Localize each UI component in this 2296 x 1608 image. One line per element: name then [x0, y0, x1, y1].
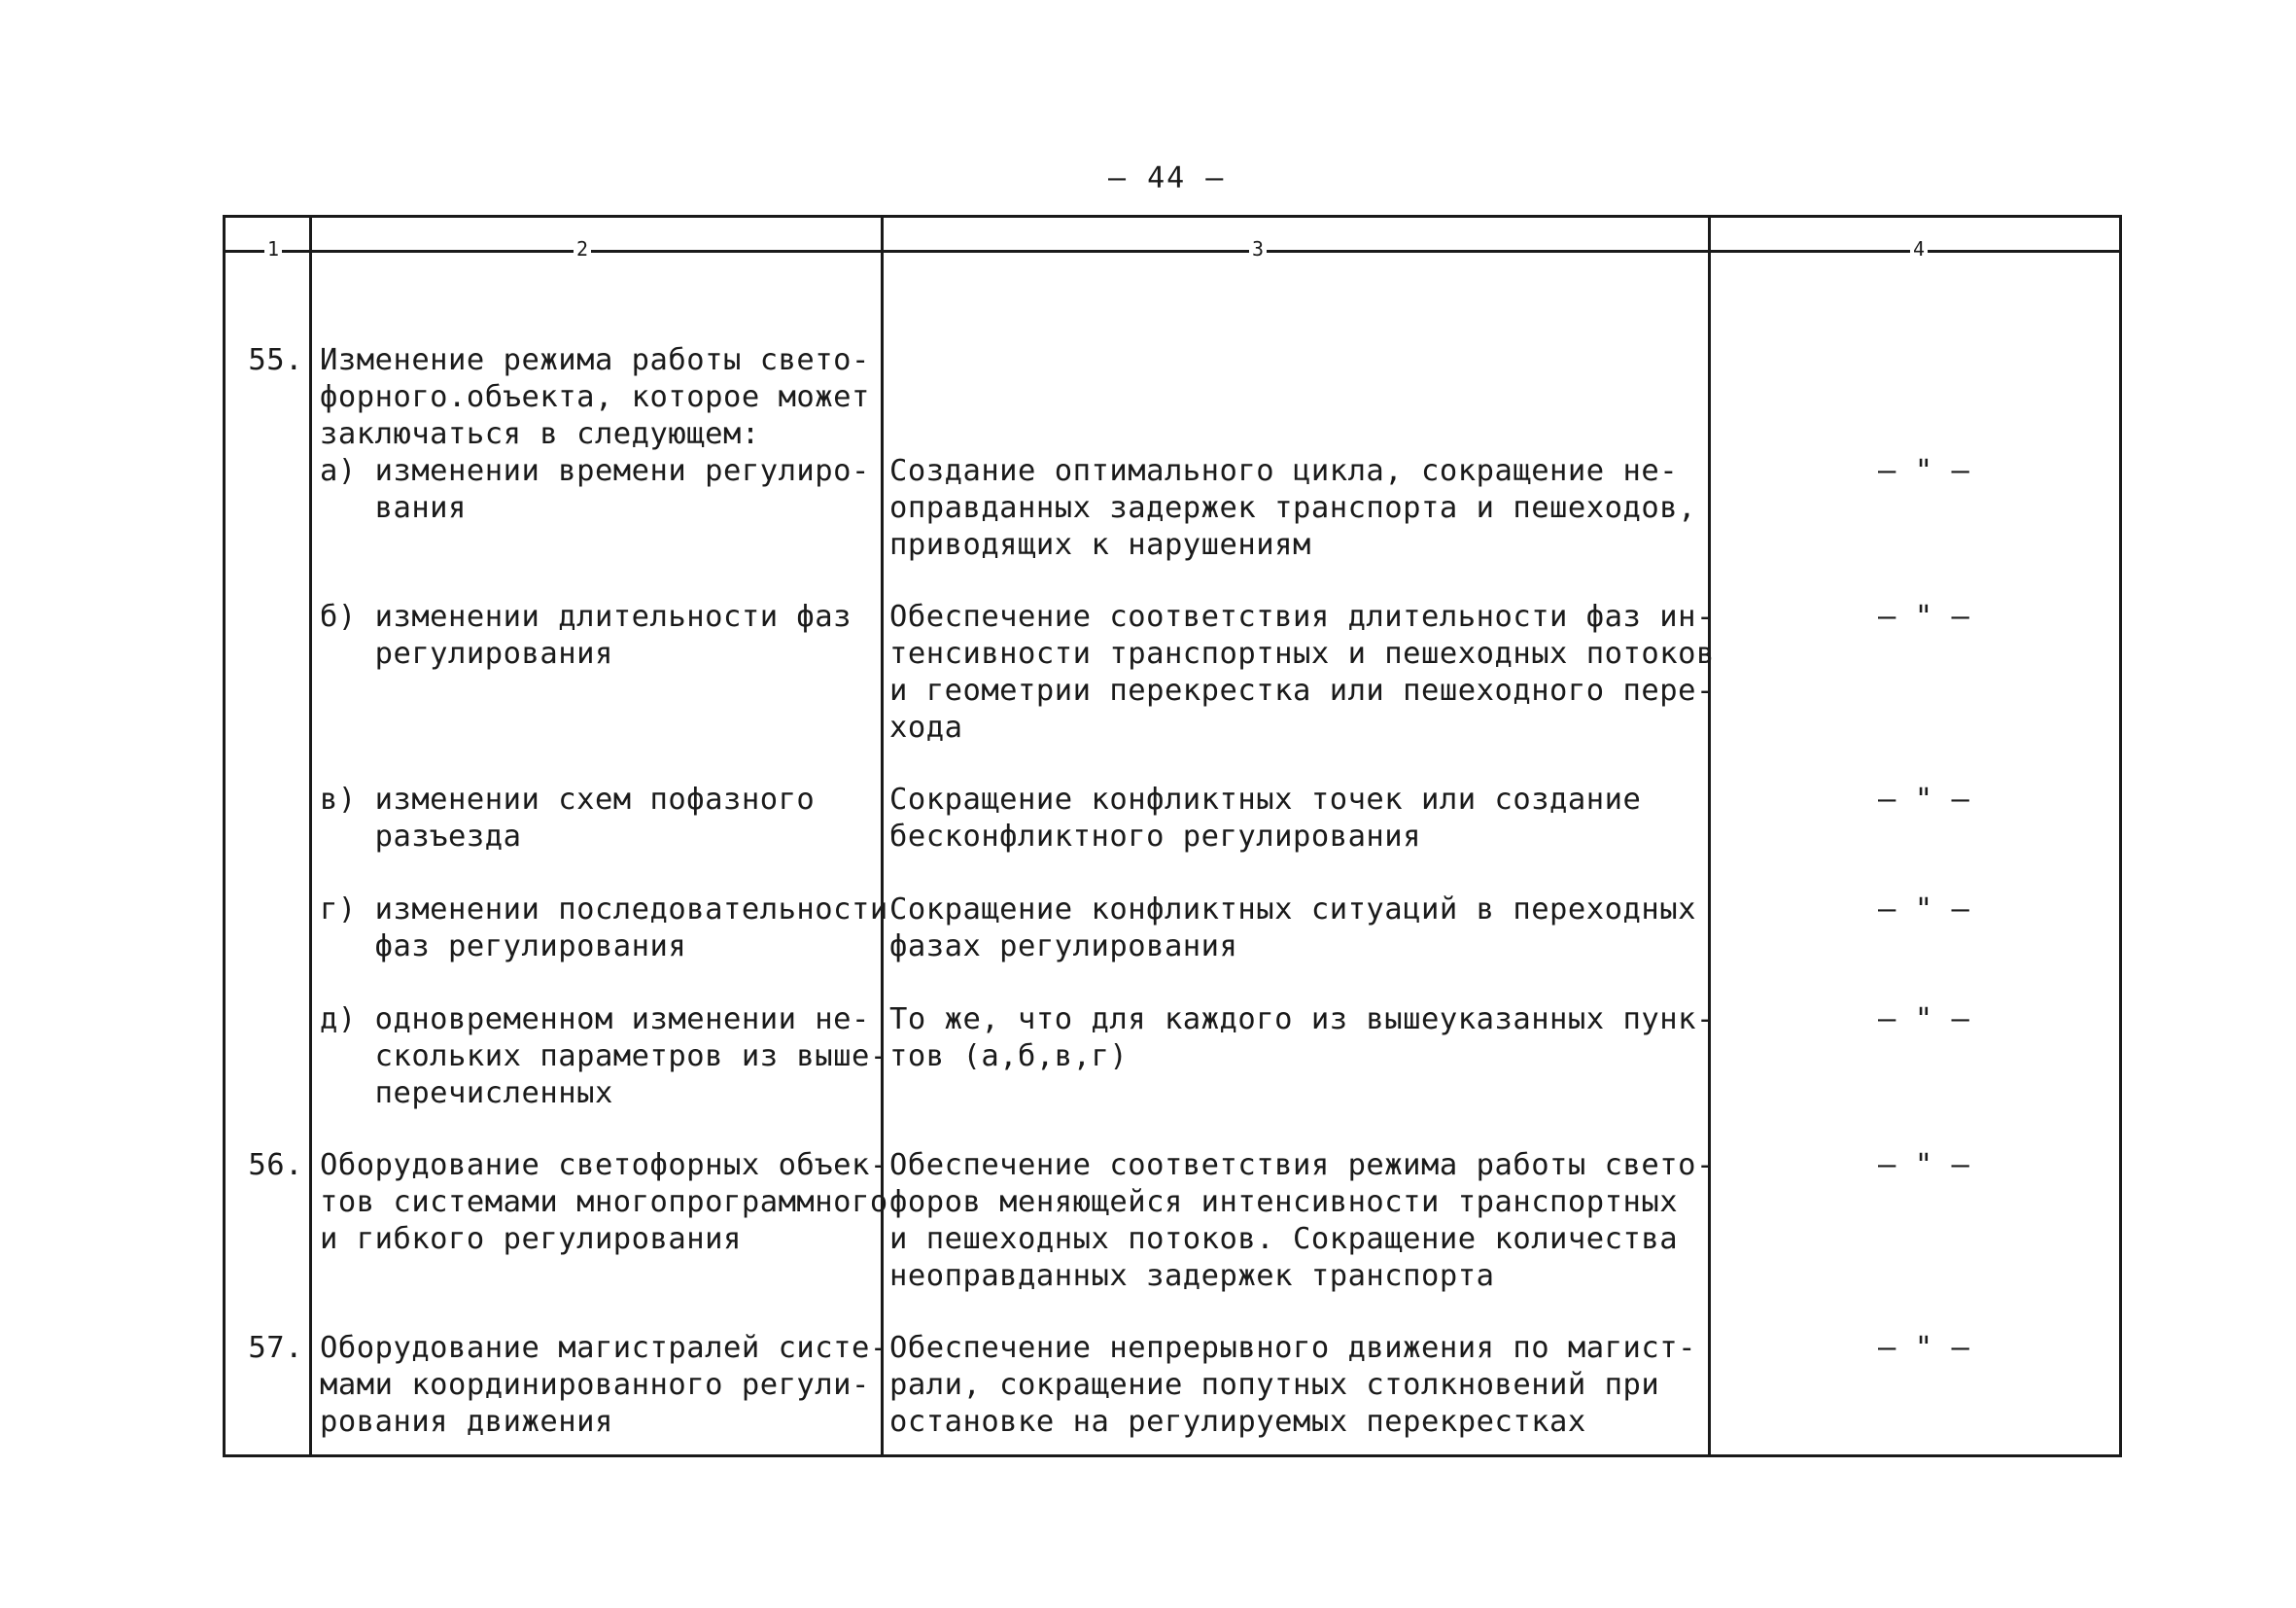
- note-cell: – " –: [1878, 600, 1970, 634]
- header-rule: [226, 250, 2119, 253]
- row-number: 55.: [248, 343, 303, 377]
- note-cell: – " –: [1878, 892, 1970, 926]
- measure-cell: в) изменении схем пофазного разъезда: [320, 783, 816, 854]
- column-number-4: 4: [1910, 237, 1928, 261]
- effect-cell: Создание оптимального цикла, сокращение не- оправданных задержек транспорта и пешеходов, приводящих к нарушениям: [889, 454, 1696, 562]
- effect-cell: Обеспечение непрерывного движения по магист- рали, сокращение попутных столкновений при остановке на регулируемых перекрестках: [889, 1331, 1696, 1439]
- column-number-2: 2: [574, 237, 591, 261]
- effect-cell: Обеспечение соответствия режима работы свето- форов меняющейся интенсивности транспортных и пешеходных потоков. Сокращение количества неоправданных задержек транспорта: [889, 1148, 1715, 1293]
- measure-cell: г) изменении последовательности фаз регулирования: [320, 892, 888, 963]
- note-cell: – " –: [1878, 454, 1970, 488]
- column-divider-1: [309, 218, 312, 1454]
- row-number: 57.: [248, 1331, 303, 1365]
- measure-cell: д) одновременном изменении не- скольких параметров из выше- перечисленных: [320, 1002, 888, 1110]
- note-cell: – " –: [1878, 1148, 1970, 1182]
- column-divider-2: [881, 218, 884, 1454]
- measures-table: [223, 215, 2122, 1457]
- measure-cell: а) изменении времени регулиро- вания: [320, 454, 870, 525]
- row-number: 56.: [248, 1148, 303, 1182]
- effect-cell: Сокращение конфликтных ситуаций в переходных фазах регулирования: [889, 892, 1696, 963]
- note-cell: – " –: [1878, 1331, 1970, 1365]
- effect-cell: Сокращение конфликтных точек или создание бесконфликтного регулирования: [889, 783, 1642, 854]
- effect-cell: То же, что для каждого из вышеуказанных пунк- тов (а,б,в,г): [889, 1002, 1715, 1073]
- column-number-3: 3: [1249, 237, 1267, 261]
- measure-cell: б) изменении длительности фаз регулирования: [320, 600, 852, 671]
- measure-cell: Оборудование светофорных объек- тов системами многопрограммного и гибкого регулирования: [320, 1148, 888, 1256]
- note-cell: – " –: [1878, 783, 1970, 817]
- column-number-1: 1: [264, 237, 282, 261]
- page-number: – 44 –: [1108, 161, 1226, 195]
- effect-cell: Обеспечение соответствия длительности фаз ин- тенсивности транспортных и пешеходных потоков и геометрии перекрестка или пешеходного пере- хода: [889, 600, 1715, 745]
- note-cell: – " –: [1878, 1002, 1970, 1036]
- measure-cell: Изменение режима работы свето- форного.объекта, которое может заключаться в следующем:: [320, 343, 870, 451]
- measure-cell: Оборудование магистралей систе- мами координированного регули- рования движения: [320, 1331, 888, 1439]
